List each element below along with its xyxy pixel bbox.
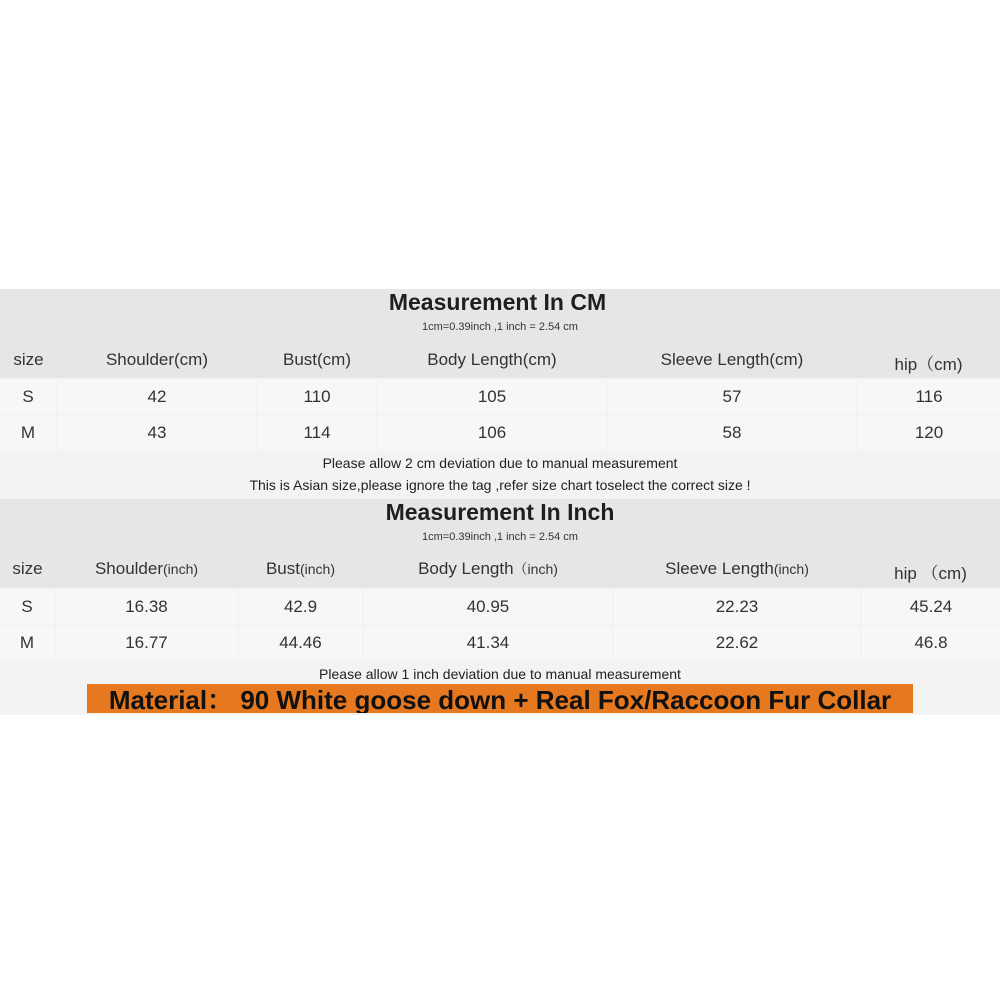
material-banner: Material： 90 White goose down + Real Fox/Raccoon Fur Collar (87, 684, 913, 713)
cm-header-shoulder: Shoulder(cm) (105, 350, 209, 369)
inch-header-bust: Bust(inch) (265, 559, 336, 578)
cm-cell-shoulder: 42 (58, 380, 256, 414)
cm-cell-size: S (0, 380, 56, 414)
cm-header-bust: Bust(cm) (283, 350, 351, 369)
cm-cell-body-length: 106 (378, 416, 606, 450)
cm-cell-bust: 110 (258, 380, 376, 414)
size-chart (0, 289, 1000, 715)
cm-cell-shoulder: 43 (58, 416, 256, 450)
inch-cell-size: M (0, 626, 54, 660)
cm-conversion-note: 1cm=0.39inch ,1 inch = 2.54 cm (422, 321, 578, 333)
inch-cell-bust: 44.46 (239, 626, 362, 660)
inch-header-body-length: Body Length（inch) (418, 559, 558, 578)
cm-cell-hip: 120 (858, 416, 1000, 450)
inch-cell-shoulder: 16.38 (56, 590, 237, 624)
cm-cell-body-length: 105 (378, 380, 606, 414)
inch-conversion-note: 1cm=0.39inch ,1 inch = 2.54 cm (422, 531, 578, 543)
cm-cell-size: M (0, 416, 56, 450)
inch-header-sleeve-length: Sleeve Length(inch) (665, 559, 809, 578)
inch-deviation-note: Please allow 1 inch deviation due to manual measurement (319, 666, 681, 682)
cm-cell-sleeve-length: 57 (608, 380, 856, 414)
inch-cell-hip: 46.8 (862, 626, 1000, 660)
inch-cell-bust: 42.9 (239, 590, 362, 624)
cm-header-body-length: Body Length(cm) (427, 350, 557, 369)
inch-cell-shoulder: 16.77 (56, 626, 237, 660)
inch-cell-body-length: 41.34 (364, 626, 612, 660)
cm-header-size: size (13, 350, 44, 369)
cm-cell-hip: 116 (858, 380, 1000, 414)
inch-cell-body-length: 40.95 (364, 590, 612, 624)
inch-header-hip: hip （cm) (894, 564, 967, 583)
inch-header-shoulder: Shoulder(inch) (94, 559, 199, 578)
cm-header-sleeve-length: Sleeve Length(cm) (660, 350, 804, 369)
cm-deviation-note: Please allow 2 cm deviation due to manual measurement (322, 455, 678, 471)
inch-cell-size: S (0, 590, 54, 624)
inch-cell-sleeve-length: 22.23 (614, 590, 860, 624)
inch-table-title: Measurement In Inch (385, 499, 615, 525)
cm-cell-sleeve-length: 58 (608, 416, 856, 450)
inch-header-size: size (12, 559, 43, 578)
cm-cell-bust: 114 (258, 416, 376, 450)
asian-size-note: This is Asian size,please ignore the tag ,refer size chart toselect the correct size ! (249, 477, 751, 493)
cm-header-hip: hip（cm) (894, 355, 963, 374)
inch-cell-sleeve-length: 22.62 (614, 626, 860, 660)
inch-cell-hip: 45.24 (862, 590, 1000, 624)
cm-table-title: Measurement In CM (388, 289, 607, 315)
